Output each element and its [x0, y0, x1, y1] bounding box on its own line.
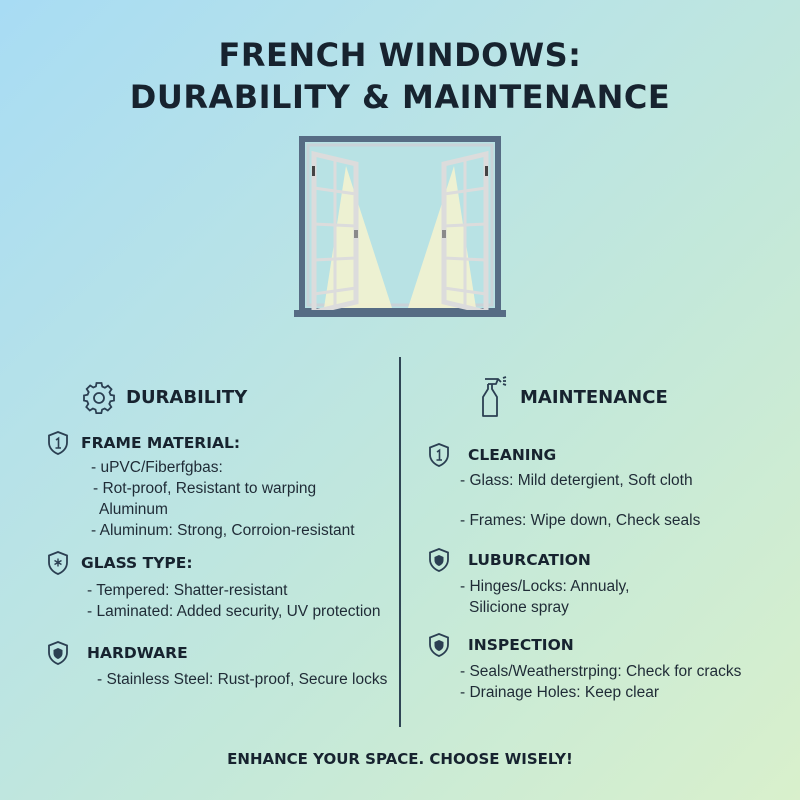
durability-item-frame-material: [45, 430, 355, 541]
maintenance-item-cleaning: [426, 442, 700, 531]
durability-heading-label: DURABILITY: [126, 386, 248, 408]
maintenance-item-lubrication: [426, 547, 629, 618]
footer-tagline: ENHANCE YOUR SPACE. CHOOSE WISELY!: [227, 750, 573, 768]
shield-icon: [426, 632, 452, 658]
title-line-2: DURABILITY & MAINTENANCE: [129, 78, 671, 116]
item-title: GLASS TYPE:: [81, 554, 193, 572]
item-line: Silicione spray: [469, 599, 569, 616]
item-line: - Hinges/Locks: Annualy,: [460, 578, 630, 595]
durability-item-glass-type: [45, 550, 381, 622]
item-line: - Glass: Mild detergient, Soft cloth: [460, 472, 693, 489]
item-line: - Tempered: Shatter-resistant: [87, 582, 288, 599]
item-line: - Frames: Wipe down, Check seals: [460, 512, 701, 529]
item-line: - Drainage Holes: Keep clear: [460, 684, 660, 701]
item-title: LUBURCATION: [468, 551, 591, 569]
shield-icon: [45, 640, 71, 666]
shield-number-1-icon: [45, 430, 71, 456]
maintenance-item-inspection: [426, 632, 741, 703]
item-line: - Laminated: Added security, UV protection: [87, 603, 381, 620]
item-line: - Seals/Weatherstrping: Check for cracks: [460, 663, 742, 680]
page-title: [0, 34, 800, 118]
item-line: [460, 491, 700, 510]
item-line: Aluminum: [99, 501, 168, 518]
spray-bottle-icon: [476, 375, 510, 419]
item-title: CLEANING: [468, 446, 557, 464]
shield-snowflake-icon: [45, 550, 71, 576]
shield-number-1-icon: [426, 442, 452, 468]
item-line: - uPVC/Fiberfgbas:: [91, 459, 223, 476]
item-title: INSPECTION: [468, 636, 574, 654]
item-line: - Aluminum: Strong, Corroion-resistant: [91, 522, 355, 539]
item-line: - Stainless Steel: Rust-proof, Secure locks: [97, 671, 388, 688]
french-window-illustration: [294, 136, 506, 322]
item-line: - Rot-proof, Resistant to warping: [93, 480, 317, 497]
durability-item-hardware: [45, 640, 387, 690]
shield-icon: [426, 547, 452, 573]
durability-heading: [82, 380, 247, 414]
item-title: HARDWARE: [87, 644, 188, 662]
maintenance-heading-label: MAINTENANCE: [520, 386, 668, 408]
title-line-1: FRENCH WINDOWS:: [218, 36, 582, 74]
column-divider: [399, 357, 401, 727]
item-title: FRAME MATERIAL:: [81, 434, 241, 452]
maintenance-heading: [476, 375, 668, 419]
gear-icon: [82, 380, 116, 414]
